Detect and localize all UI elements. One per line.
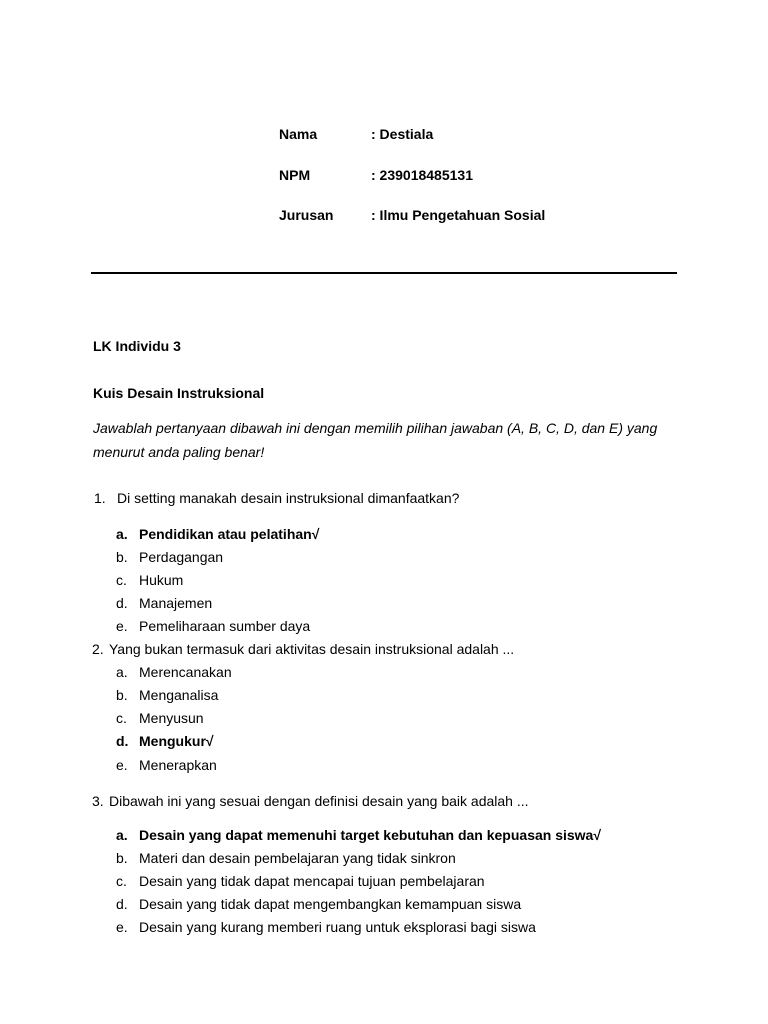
option-letter: b. bbox=[116, 850, 128, 866]
question-number: 3. bbox=[92, 793, 104, 809]
option-letter: d. bbox=[116, 733, 129, 749]
option-item bbox=[0, 919, 768, 939]
option-item bbox=[0, 572, 768, 592]
option-text: Mengukur√ bbox=[139, 733, 214, 749]
option-item bbox=[0, 595, 768, 615]
option-letter: e. bbox=[116, 757, 128, 773]
option-letter: e. bbox=[116, 919, 128, 935]
option-text: Menyusun bbox=[139, 710, 204, 726]
option-item bbox=[0, 549, 768, 569]
option-letter: b. bbox=[116, 687, 128, 703]
option-item bbox=[0, 618, 768, 638]
option-text: Merencanakan bbox=[139, 664, 232, 680]
question-number: 2. bbox=[92, 641, 104, 657]
option-text: Menganalisa bbox=[139, 687, 219, 703]
option-item bbox=[0, 733, 768, 753]
option-text: Perdagangan bbox=[139, 549, 224, 565]
option-letter: c. bbox=[116, 572, 127, 588]
option-text: Desain yang tidak dapat mengembangkan kemampuan siswa bbox=[139, 896, 522, 912]
question-text: Di setting manakah desain instruksional dimanfaatkan? bbox=[117, 490, 460, 506]
option-text: Pendidikan atau pelatihan√ bbox=[139, 526, 320, 542]
section-heading: LK Individu 3 bbox=[93, 338, 181, 354]
option-letter: a. bbox=[116, 526, 128, 542]
option-text: Pemeliharaan sumber daya bbox=[139, 618, 311, 634]
option-text: Desain yang kurang memberi ruang untuk eksplorasi bagi siswa bbox=[139, 919, 536, 935]
option-text: Desain yang tidak dapat mencapai tujuan pembelajaran bbox=[139, 873, 485, 889]
option-text: Hukum bbox=[139, 572, 184, 588]
option-letter: d. bbox=[116, 595, 128, 611]
quiz-title: Kuis Desain Instruksional bbox=[93, 385, 265, 401]
option-item bbox=[0, 757, 768, 777]
option-item bbox=[0, 710, 768, 730]
option-item bbox=[0, 526, 768, 546]
option-item bbox=[0, 850, 768, 870]
option-text: Desain yang dapat memenuhi target kebutuhan dan kepuasan siswa√ bbox=[139, 827, 602, 843]
question-text: Dibawah ini yang sesuai dengan definisi desain yang baik adalah ... bbox=[109, 793, 529, 809]
instruction-text: menurut anda paling benar! bbox=[93, 444, 265, 460]
info-value: : Ilmu Pengetahuan Sosial bbox=[371, 207, 546, 223]
question-text: Yang bukan termasuk dari aktivitas desain instruksional adalah ... bbox=[109, 641, 515, 657]
info-value: : 239018485131 bbox=[371, 167, 473, 183]
info-label: Jurusan bbox=[279, 207, 334, 223]
option-text: Materi dan desain pembelajaran yang tidak sinkron bbox=[139, 850, 456, 866]
instruction-text: Jawablah pertanyaan dibawah ini dengan memilih pilihan jawaban (A, B, C, D, dan E) yang bbox=[93, 420, 658, 436]
option-item bbox=[0, 827, 768, 847]
info-label: NPM bbox=[279, 167, 311, 183]
option-letter: a. bbox=[116, 827, 128, 843]
option-letter: a. bbox=[116, 664, 128, 680]
question-number: 1. bbox=[94, 490, 106, 506]
info-label: Nama bbox=[279, 126, 318, 142]
option-item bbox=[0, 664, 768, 684]
option-letter: e. bbox=[116, 618, 128, 634]
option-item bbox=[0, 687, 768, 707]
option-letter: c. bbox=[116, 710, 127, 726]
option-item bbox=[0, 873, 768, 893]
option-letter: b. bbox=[116, 549, 128, 565]
option-text: Menerapkan bbox=[139, 757, 217, 773]
option-letter: d. bbox=[116, 896, 128, 912]
info-value: : Destiala bbox=[371, 126, 434, 142]
option-item bbox=[0, 896, 768, 916]
option-letter: c. bbox=[116, 873, 127, 889]
header-divider bbox=[91, 272, 677, 274]
option-text: Manajemen bbox=[139, 595, 213, 611]
